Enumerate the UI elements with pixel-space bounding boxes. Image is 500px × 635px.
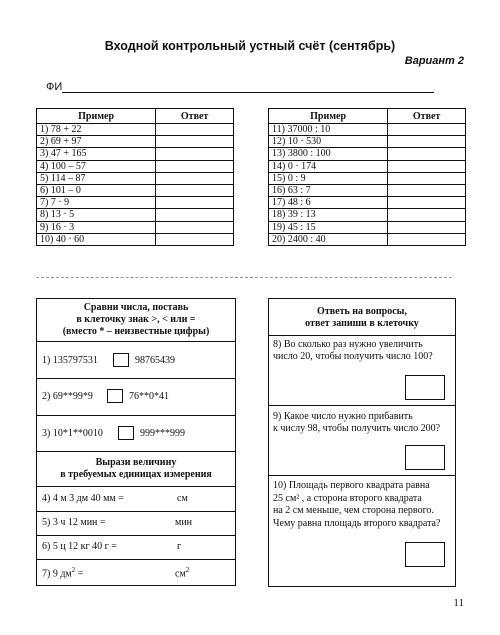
units-expression [42,566,83,579]
example-cell: 11) 37000 : 10 [269,124,388,136]
compare-item-2 [37,378,235,416]
example-cell: 16) 63 : 7 [269,184,388,196]
example-cell: 13) 3800 : 100 [269,148,388,160]
compare-left-number: 2) 69**99*9 [42,391,93,402]
units-expression: 6) 5 ц 12 кг 40 г = [42,541,117,552]
answer-cell[interactable] [156,136,234,148]
answer-cell[interactable] [388,209,466,221]
units-item-7 [37,559,235,585]
example-cell: 15) 0 : 9 [269,172,388,184]
question-text-line: 25 см² , а сторона второго квадрата [273,492,422,504]
units-item-6 [37,535,235,560]
example-cell: 6) 101 – 0 [37,184,156,196]
units-expression-text: 7) 9 дм [42,568,72,580]
table-row [37,172,234,184]
question-text-line: Чему равна площадь второго квадрата? [273,517,441,529]
answer-cell[interactable] [388,136,466,148]
example-cell: 17) 48 : 6 [269,197,388,209]
answer-cell[interactable] [156,184,234,196]
answer-cell[interactable] [156,221,234,233]
compare-left-number: 1) 135797531 [42,355,98,366]
page-title: Входной контрольный устный счёт (сентябрь) [104,39,396,53]
answer-cell[interactable] [388,233,466,245]
compare-item-3 [37,415,235,452]
compare-heading-line: Сравни числа, поставь [83,302,189,313]
units-heading [37,451,235,487]
table-row [269,221,466,233]
table-row [37,160,234,172]
answer-box[interactable] [405,375,445,400]
examples-table-right [268,108,466,246]
answer-cell[interactable] [156,160,234,172]
examples-table-left [36,108,234,246]
units-heading-line: Вырази величину [95,457,177,468]
question-text-line: к числу 98, чтобы получить число 200? [273,423,441,434]
compare-right-number: 999***999 [140,428,185,439]
sign-answer-box[interactable] [113,353,129,367]
units-target [175,566,189,579]
compare-item-1 [37,342,235,379]
questions-heading-line: Ответь на вопросы, [317,306,407,317]
table-row [37,148,234,160]
answer-cell[interactable] [156,124,234,136]
compare-heading-line: (вместо * – неизвестные цифры) [62,326,210,337]
answer-cell[interactable] [156,148,234,160]
table-row [269,184,466,196]
units-item-4 [37,487,235,512]
question-9 [269,405,455,476]
example-cell: 9) 16 · 3 [37,221,156,233]
compare-and-units-box [36,298,236,586]
question-text-line: число 20, чтобы получить число 100? [273,351,433,362]
example-cell: 5) 114 – 87 [37,172,156,184]
fi-input-line[interactable] [62,92,434,93]
table-row [269,172,466,184]
table-row [37,184,234,196]
units-expression-tail: = [75,568,84,580]
superscript: 2 [71,566,76,574]
table-row [269,197,466,209]
table-row [269,209,466,221]
questions-heading-line: ответ запиши в клеточку [305,318,419,329]
example-cell: 19) 45 : 15 [269,221,388,233]
table-row [269,148,466,160]
units-target: см [177,493,188,504]
example-cell: 4) 100 – 57 [37,160,156,172]
question-10 [269,475,455,586]
answer-cell[interactable] [388,184,466,196]
question-text-line: на 2 см меньше, чем сторона первого. [273,505,434,516]
answer-cell[interactable] [388,160,466,172]
example-cell: 20) 2400 : 40 [269,233,388,245]
compare-left-number: 3) 10*1**0010 [42,428,103,439]
answer-cell[interactable] [388,148,466,160]
answer-cell[interactable] [156,233,234,245]
dashed-separator [36,277,452,278]
units-expression: 5) 3 ч 12 мин = [42,517,106,528]
col-header-answer: Ответ [156,109,234,124]
example-cell: 1) 78 + 22 [37,124,156,136]
col-header-example: Пример [37,109,156,124]
table-row [37,221,234,233]
example-cell: 2) 69 + 97 [37,136,156,148]
question-text-line: 8) Во сколько раз нужно увеличить [273,339,423,350]
example-cell: 14) 0 · 174 [269,160,388,172]
answer-cell[interactable] [156,209,234,221]
table-row [269,136,466,148]
example-cell: 8) 13 · 5 [37,209,156,221]
question-text-line: 9) Какое число нужно прибавить [273,411,413,422]
example-cell: 18) 39 : 13 [269,209,388,221]
table-row [37,136,234,148]
units-item-5 [37,511,235,536]
question-8 [269,336,455,406]
table-row [37,197,234,209]
superscript: 2 [185,566,190,574]
example-cell: 7) 7 · 9 [37,197,156,209]
example-cell: 12) 10 · 530 [269,136,388,148]
variant-label: Вариант 2 [404,55,464,67]
compare-heading-line: в клеточку знак >, < или = [76,314,196,325]
answer-cell[interactable] [388,197,466,209]
table-row [37,233,234,245]
table-row [269,124,466,136]
table-row [37,209,234,221]
page-number: 11 [453,597,464,609]
sign-answer-box[interactable] [107,389,123,403]
questions-box [268,298,456,587]
answer-cell[interactable] [156,197,234,209]
answer-cell[interactable] [388,124,466,136]
answer-cell[interactable] [388,221,466,233]
units-heading-line: в требуемых единицах измерения [60,469,212,480]
units-target: мин [175,517,193,528]
answer-box[interactable] [405,542,445,567]
table-row [37,124,234,136]
compare-heading [37,299,235,342]
answer-box[interactable] [405,445,445,470]
answer-cell[interactable] [156,172,234,184]
example-cell: 10) 40 · 60 [37,233,156,245]
units-target-text: см [175,568,186,580]
questions-heading [269,299,455,336]
compare-right-number: 76**0*41 [129,391,169,402]
example-cell: 3) 47 + 165 [37,148,156,160]
table-row [269,160,466,172]
table-row [269,233,466,245]
col-header-answer: Ответ [388,109,466,124]
units-target: г [177,541,182,552]
fi-label: ФИ [46,81,63,93]
compare-right-number: 98765439 [135,355,175,366]
col-header-example: Пример [269,109,388,124]
sign-answer-box[interactable] [118,426,134,440]
answer-cell[interactable] [388,172,466,184]
question-text-line: 10) Площадь первого квадрата равна [273,480,430,491]
units-expression: 4) 4 м 3 дм 40 мм = [42,493,124,504]
